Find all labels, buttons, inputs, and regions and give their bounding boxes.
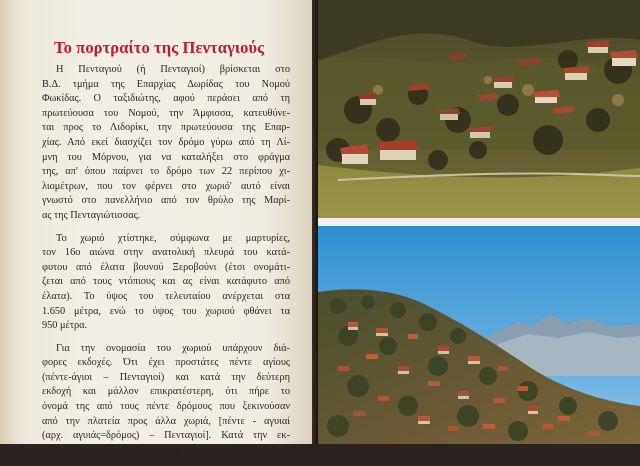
text-line: γνωστό στο πανελλήνιο από τον θρύλο της Μαρί- [42, 195, 290, 207]
text-line: ται προς το Λιδορίκι, την πρωτεύουσα της Επαρ- [42, 122, 290, 134]
text-line: Β.Δ. τμήμα της Επαρχίας Δωρίδας του Νομού [42, 78, 290, 90]
text-line: χίας. Από εκεί διασχίζει τον δρόμο γύρω από τη Λί- [42, 136, 290, 148]
text-line: φυτου από έλατα βουνού Ξεροβούνι (έτσι ονομάτι- [42, 261, 290, 273]
article-paragraph [42, 63, 290, 224]
text-line: ας της Πενταγιώτισσας. [42, 209, 141, 221]
article-title: Το πορτραίτο της Πενταγιούς [54, 38, 265, 57]
text-line: από την πλατεία προς άλλα χωριά, [πέντε - αγυιαί [42, 415, 290, 427]
text-line: έλατα). Το ύψος του τελευταίου ανέρχεται στα [42, 290, 290, 302]
text-line: εκδοχή και μάλλον επικρατέστερη, ότι πήρε το [42, 386, 290, 398]
article-paragraph [42, 342, 290, 459]
text-line: Το χωριό χτίστηκε, σύμφωνα με μαρτυρίες, [56, 232, 290, 244]
text-line: 1.650 μέτρα, ενώ το ύψος του χωριού φθάνει τα [42, 305, 290, 317]
article-body [42, 63, 290, 466]
village-hillside-photo [318, 0, 640, 218]
text-line: τον 16ο αιώνα στην ανατολική πλευρά του κατά- [42, 247, 290, 259]
article-paragraph [42, 232, 290, 334]
text-line: Φωκίδας. Ο ταξιδιώτης, αφού περάσει από τη [42, 93, 290, 105]
village-mountain-photo [318, 226, 640, 444]
text-line: της, απ' όπου παίρνει το δρόμο των 22 περίπου χι- [42, 166, 290, 178]
text-line: όνομά της από τους πέντε δρόμους που ξεκινούσαν [42, 401, 290, 413]
text-line: Η Πενταγιού (ή Πενταγιοί) βρίσκεται στο [56, 64, 290, 75]
text-line: μνη του Μόρνου, για να καταλήξει στο φράγμα [42, 151, 290, 163]
text-line: δοχή πάλι του κ. Παπαγεωργίου, η Πενταγιού [42, 444, 231, 456]
text-line: φορες εκδοχές. Ότι έχει προστάτες πέντε αγίους [42, 357, 290, 369]
text-line: (πέντε-άγιοι – Πενταγιοί) και κατά την δεύτερη [42, 371, 290, 383]
text-line: ζεται από τους ντόπιους και ας είναι κατάφυτο από [42, 276, 290, 288]
text-line: Για την ονομασία του χωριού υπάρχουν διά- [56, 342, 290, 354]
text-line: 950 μέτρα. [42, 320, 88, 332]
text-line: πρωτεύουσα του Νομού, την Άμφισσα, κατευθύνε- [42, 107, 290, 119]
left-page [0, 0, 312, 456]
text-line: λιομέτρων, που τον φέρνει στο χωριό' αυτό είναι [42, 180, 290, 192]
right-page [318, 0, 640, 444]
text-line: (αρχ. αγυιάς=δρόμος) – Πενταγιοί]. Κατά την εκ- [42, 430, 290, 442]
photo-separator [318, 218, 640, 226]
